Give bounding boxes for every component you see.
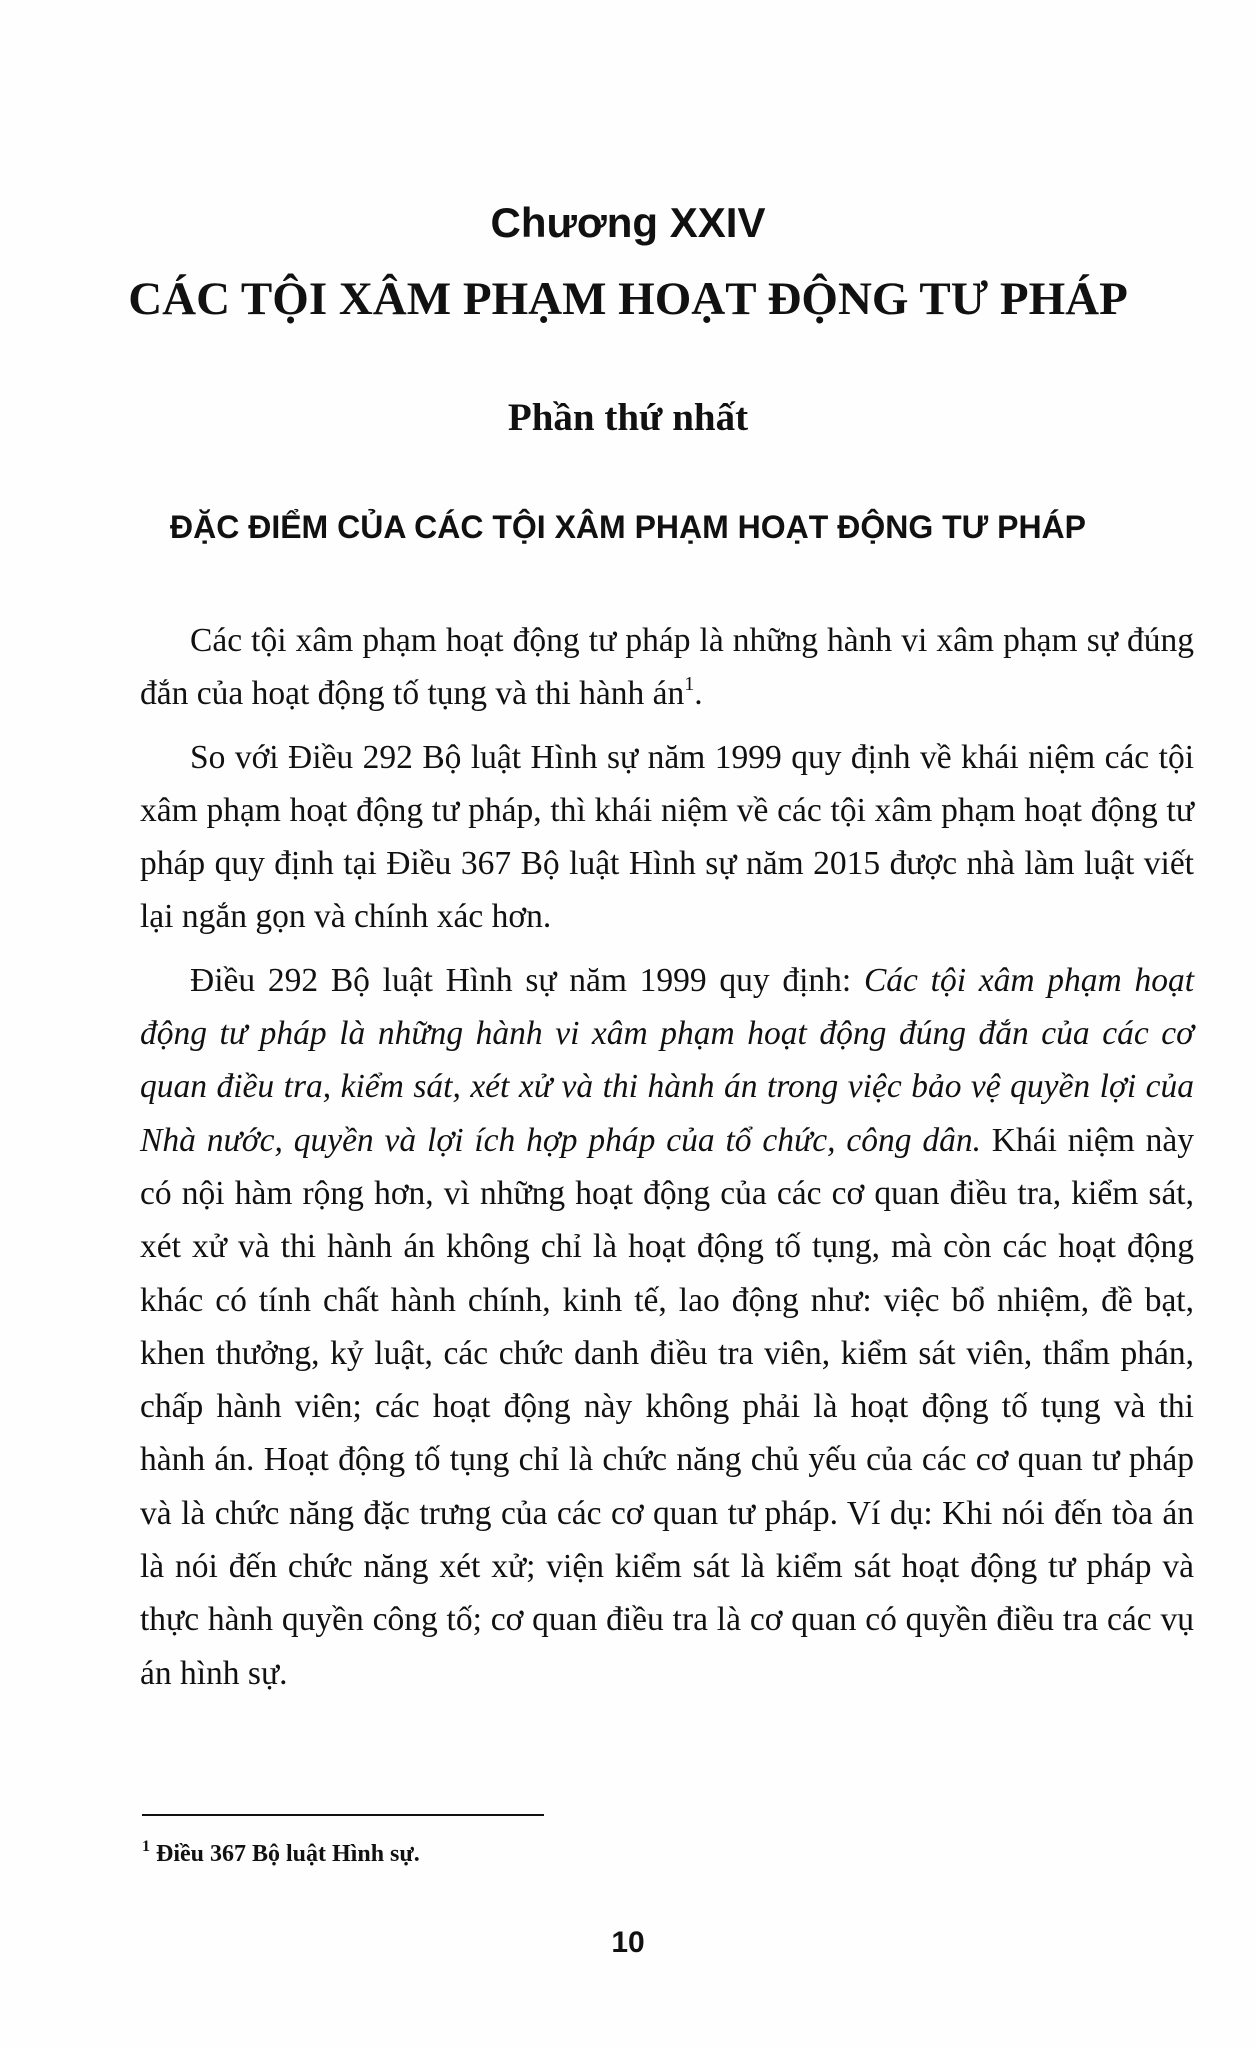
paragraph-2: So với Điều 292 Bộ luật Hình sự năm 1999 quy định về khái niệm các tội xâm phạm hoạt động tư pháp, thì khái niệm về các tội xâm phạm hoạt động tư pháp quy định tại Điều 367 Bộ luật Hình sự năm 2015 được nhà làm luật viết lại ngắn gọn và chính xác hơn. <box>140 738 1194 936</box>
paragraph-3-lead: Điều 292 Bộ luật Hình sự năm 1999 quy định: <box>190 961 864 999</box>
page-number: 10 <box>611 1926 645 1959</box>
footnote-divider <box>142 1814 544 1816</box>
paragraph-3 <box>140 954 1194 1700</box>
part-title: Phần thứ nhất <box>507 396 749 439</box>
paragraph-1 <box>140 614 1194 721</box>
paragraph-1-end: . <box>694 675 703 713</box>
footnote-text: Điều 367 Bộ luật Hình sự. <box>156 1841 420 1867</box>
body-text <box>140 614 1194 1700</box>
section-title: ĐẶC ĐIỂM CỦA CÁC TỘI XÂM PHẠM HOẠT ĐỘNG TƯ PHÁP <box>169 509 1086 545</box>
footnote-reference: 1 <box>684 673 695 696</box>
chapter-label: Chương XXIV <box>490 199 766 246</box>
footnote-number: 1 <box>142 1838 150 1855</box>
chapter-title: CÁC TỘI XÂM PHẠM HOẠT ĐỘNG TƯ PHÁP <box>128 273 1128 325</box>
paragraph-3-rest: Khái niệm này có nội hàm rộng hơn, vì những hoạt động của các cơ quan điều tra, kiểm sát, xét xử và thi hành án không chỉ là hoạt động tố tụng, mà còn các hoạt động khác có tính chất hành chính, kinh tế, lao động như: việc bổ nhiệm, đề bạt, khen thưởng, kỷ luật, các chức danh điều tra viên, kiểm sát viên, thẩm phán, chấp hành viên; các hoạt động này không phải là hoạt động tố tụng và thi hành án. Hoạt động tố tụng chỉ là chức năng chủ yếu của các cơ quan tư pháp và là chức năng đặc trưng của các cơ quan tư pháp. Ví dụ: Khi nói đến tòa án là nói đến chức năng xét xử; viện kiểm sát là kiểm sát hoạt động tư pháp và thực hành quyền công tố; cơ quan điều tra là cơ quan có quyền điều tra các vụ án hình sự. <box>140 1121 1194 1692</box>
paragraph-1-text: Các tội xâm phạm hoạt động tư pháp là những hành vi xâm phạm sự đúng đắn của hoạt động tố tụng và thi hành án <box>140 622 1194 713</box>
footnote <box>142 1838 420 1873</box>
paragraph-3-quote: Các tội xâm phạm hoạt động tư pháp là những hành vi xâm phạm hoạt động đúng đắn của các cơ quan điều tra, kiểm sát, xét xử và thi hành án trong việc bảo vệ quyền lợi của Nhà nước, quyền và lợi ích hợp pháp của tổ chức, công dân. <box>140 961 1194 1159</box>
